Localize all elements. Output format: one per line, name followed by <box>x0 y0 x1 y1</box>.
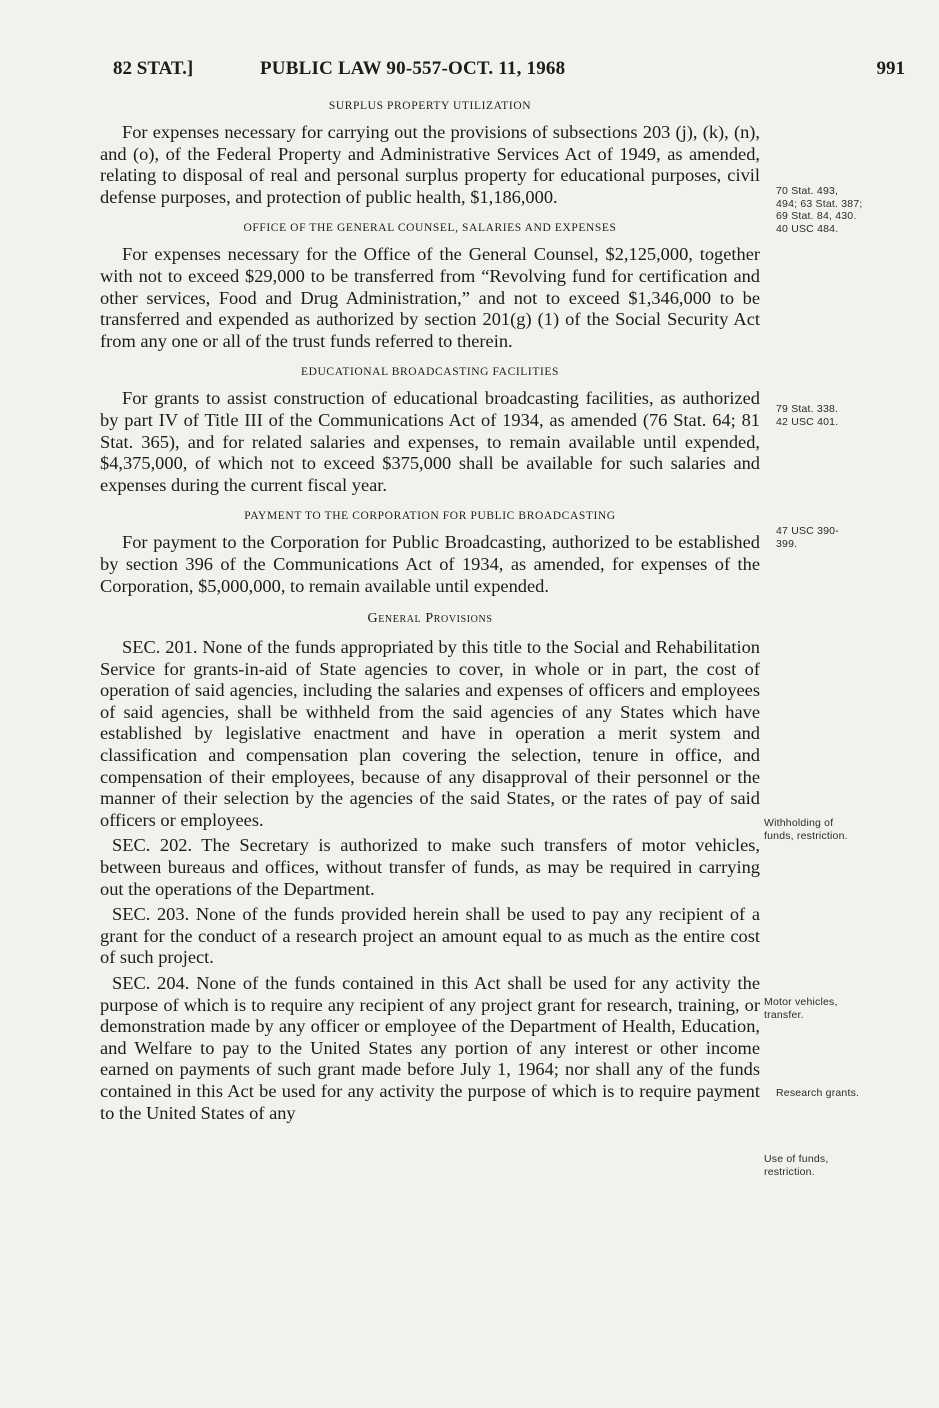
margin-note-motor-vehicles: Motor vehicles, transfer. <box>764 996 838 1021</box>
section-204: SEC. 204. None of the funds contained in this Act shall be used for any activity the purpose of which is to require any recipient of any project grant for research, training, or demonstration made by any officer or employee of the Department of Health, Education, and Welfare to pay to the United States any portion of any interest or other income earned on payments of such grant made before July 1, 1964; nor shall any of the funds contained in this Act be used for any activity the purpose of which is to require payment to the United States of any <box>100 973 760 1123</box>
section-heading-general-counsel: OFFICE OF THE GENERAL COUNSEL, SALARIES AND EXPENSES <box>243 222 617 235</box>
volume-reference: 82 STAT.] <box>113 58 194 79</box>
body-text <box>100 100 760 1124</box>
section-203: SEC. 203. None of the funds provided herein shall be used to pay any recipient of a grant for the conduct of a research project an amount equal to as much as the entire cost of such project. <box>100 904 760 968</box>
margin-note-broadcast-citations: 47 USC 390- 399. <box>776 525 839 550</box>
paragraph-broadcasting-facilities: For grants to assist construction of educational broadcasting facilities, as authorized by part IV of Title III of the Communications Act of 1934, as amended (76 Stat. 64; 81 Stat. 365), and for related salaries and expenses, to remain available until expended, $4,375,000, of which not to exceed $375,000 shall be available for such salaries and expenses during the current fiscal year. <box>100 388 760 495</box>
margin-note-research-grants: Research grants. <box>776 1087 860 1099</box>
margin-note-counsel-citations: 79 Stat. 338. 42 USC 401. <box>776 403 839 428</box>
margin-note-withholding: Withholding of funds, restriction. <box>764 817 848 842</box>
law-title: PUBLIC LAW 90-557-OCT. 11, 1968 <box>260 58 566 79</box>
paragraph-general-counsel: For expenses necessary for the Office of the General Counsel, $2,125,000, together with not to exceed $29,000 to be transferred from “Revolving fund for certification and other services, Food and Drug Administration,” and not to exceed $1,346,000 to be transferred and expended as authorized by section 201(g) (1) of the Social Security Act from any one or all of the trust funds referred to therein. <box>100 244 760 351</box>
paragraph-public-broadcasting: For payment to the Corporation for Public Broadcasting, authorized to be established by section 396 of the Communications Act of 1934, as amended, for expenses of the Corporation, $5,000,000, to remain available until expended. <box>100 532 760 596</box>
paragraph-surplus-property: For expenses necessary for carrying out the provisions of subsections 203 (j), (k), (n), and (o), of the Federal Property and Administrative Services Act of 1949, as amended, relating to disposal of real and personal surplus property for educational purposes, civil defense purposes, and protection of public health, $1,186,000. <box>100 122 760 207</box>
section-201: SEC. 201. None of the funds appropriated by this title to the Social and Rehabilitation Service for grants-in-aid of State agencies to cover, in whole or in part, the cost of operation of said agencies, including the salaries and expenses of officers and employees of said agencies, shall be withheld from the said agencies of any States which have established by legislative enactment and have in operation a merit system and classification and compensation plan covering the selection, tenure in office, and compensation of their employees, because of any disapproval of their personnel or the manner of their selection by the agencies of the said States, or the rates of pay of said officers or employees. <box>100 637 760 830</box>
section-202: SEC. 202. The Secretary is authorized to make such transfers of motor vehicles, between bureaus and offices, without transfer of funds, as may be required in carrying out the operations of the Department. <box>100 835 760 899</box>
section-heading-broadcasting-facilities: EDUCATIONAL BROADCASTING FACILITIES <box>300 366 560 379</box>
general-provisions-heading: General Provisions <box>367 611 493 627</box>
running-header <box>113 58 905 88</box>
section-heading-public-broadcasting: PAYMENT TO THE CORPORATION FOR PUBLIC BROADCASTING <box>244 510 616 523</box>
page-number: 991 <box>876 58 905 79</box>
margin-note-surplus-citations: 70 Stat. 493, 494; 63 Stat. 387; 69 Stat. 84, 430. 40 USC 484. <box>776 185 863 235</box>
section-heading-surplus: SURPLUS PROPERTY UTILIZATION <box>328 100 532 112</box>
margin-note-use-of-funds: Use of funds, restriction. <box>764 1153 829 1178</box>
